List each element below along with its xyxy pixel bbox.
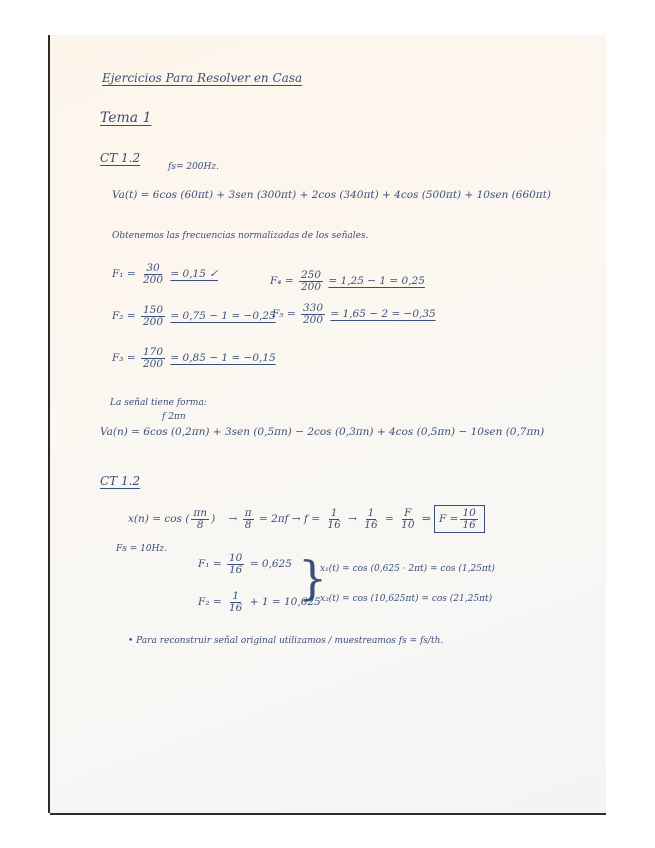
- conclusion-text: La señal tiene forma:: [110, 398, 207, 408]
- sampling-frequency-1: fs= 200Hz.: [168, 162, 219, 172]
- discrete-signal-equation: Va(n) = 6cos (0,2πn) + 3sen (0,5πn) − 2cos (0,3πn) + 4cos (0,5πn) − 10sen (0,7πn): [100, 426, 545, 438]
- signal-x2: x₂(t) = cos (10,625πt) = cos (21,25πt): [320, 594, 493, 604]
- xn-derivation: x(n) = cos ( $\frac{\pi n}{8}$ ) → $\frac{\pi}{8}$ = 2πf → f = $\frac{1}{16}$ → $\frac{1}{16}$ = $\frac{F}{10}$ ⇒ F = $\frac{10}{16}$: [128, 505, 485, 533]
- topic-heading: Tema 1: [100, 110, 152, 126]
- frequency-f3: F₃ = $\frac{170}{200}$ = 0,85 − 1 = −0,15: [112, 346, 276, 370]
- normalized-f2: F₂ = $\frac{1}{16}$ + 1 = 10,625: [198, 590, 321, 614]
- normalized-f1: F₁ = $\frac{10}{16}$ = 0,625: [198, 552, 292, 576]
- frequency-f1: F₁ = $\frac{30}{200}$ = 0,15 ✓: [112, 262, 219, 286]
- over-note: f 2πn: [162, 412, 186, 422]
- frequency-note: Obtenemos las frecuencias normalizadas de los señales.: [112, 231, 369, 241]
- grouping-brace: }: [298, 551, 328, 605]
- notebook-page: [50, 35, 606, 813]
- signal-x1: x₁(t) = cos (0,625 · 2πt) = cos (1,25πt): [320, 564, 495, 574]
- analog-signal-equation: Va(t) = 6cos (60πt) + 3sen (300πt) + 2cos (340πt) + 4cos (500πt) + 10sen (660πt): [112, 189, 552, 201]
- section-heading-1: CT 1.2: [100, 151, 141, 165]
- reconstruction-note: • Para reconstruir señal original utilizamos / muestreamos fs = fs/th.: [128, 636, 444, 646]
- frequency-f2: F₂ = $\frac{150}{200}$ = 0,75 − 1 = −0,25: [112, 304, 276, 328]
- frequency-f5: F₅ = $\frac{330}{200}$ = 1,65 − 2 = −0,35: [272, 302, 436, 326]
- sampling-frequency-2: Fs = 10Hz.: [116, 544, 168, 554]
- result-box: F = $\frac{10}{16}$: [434, 505, 485, 533]
- section-heading-2: CT 1.2: [100, 474, 141, 488]
- page-title: Ejercicios Para Resolver en Casa: [102, 71, 303, 85]
- frequency-f4: F₄ = $\frac{250}{200}$ = 1,25 − 1 = 0,25: [270, 269, 425, 293]
